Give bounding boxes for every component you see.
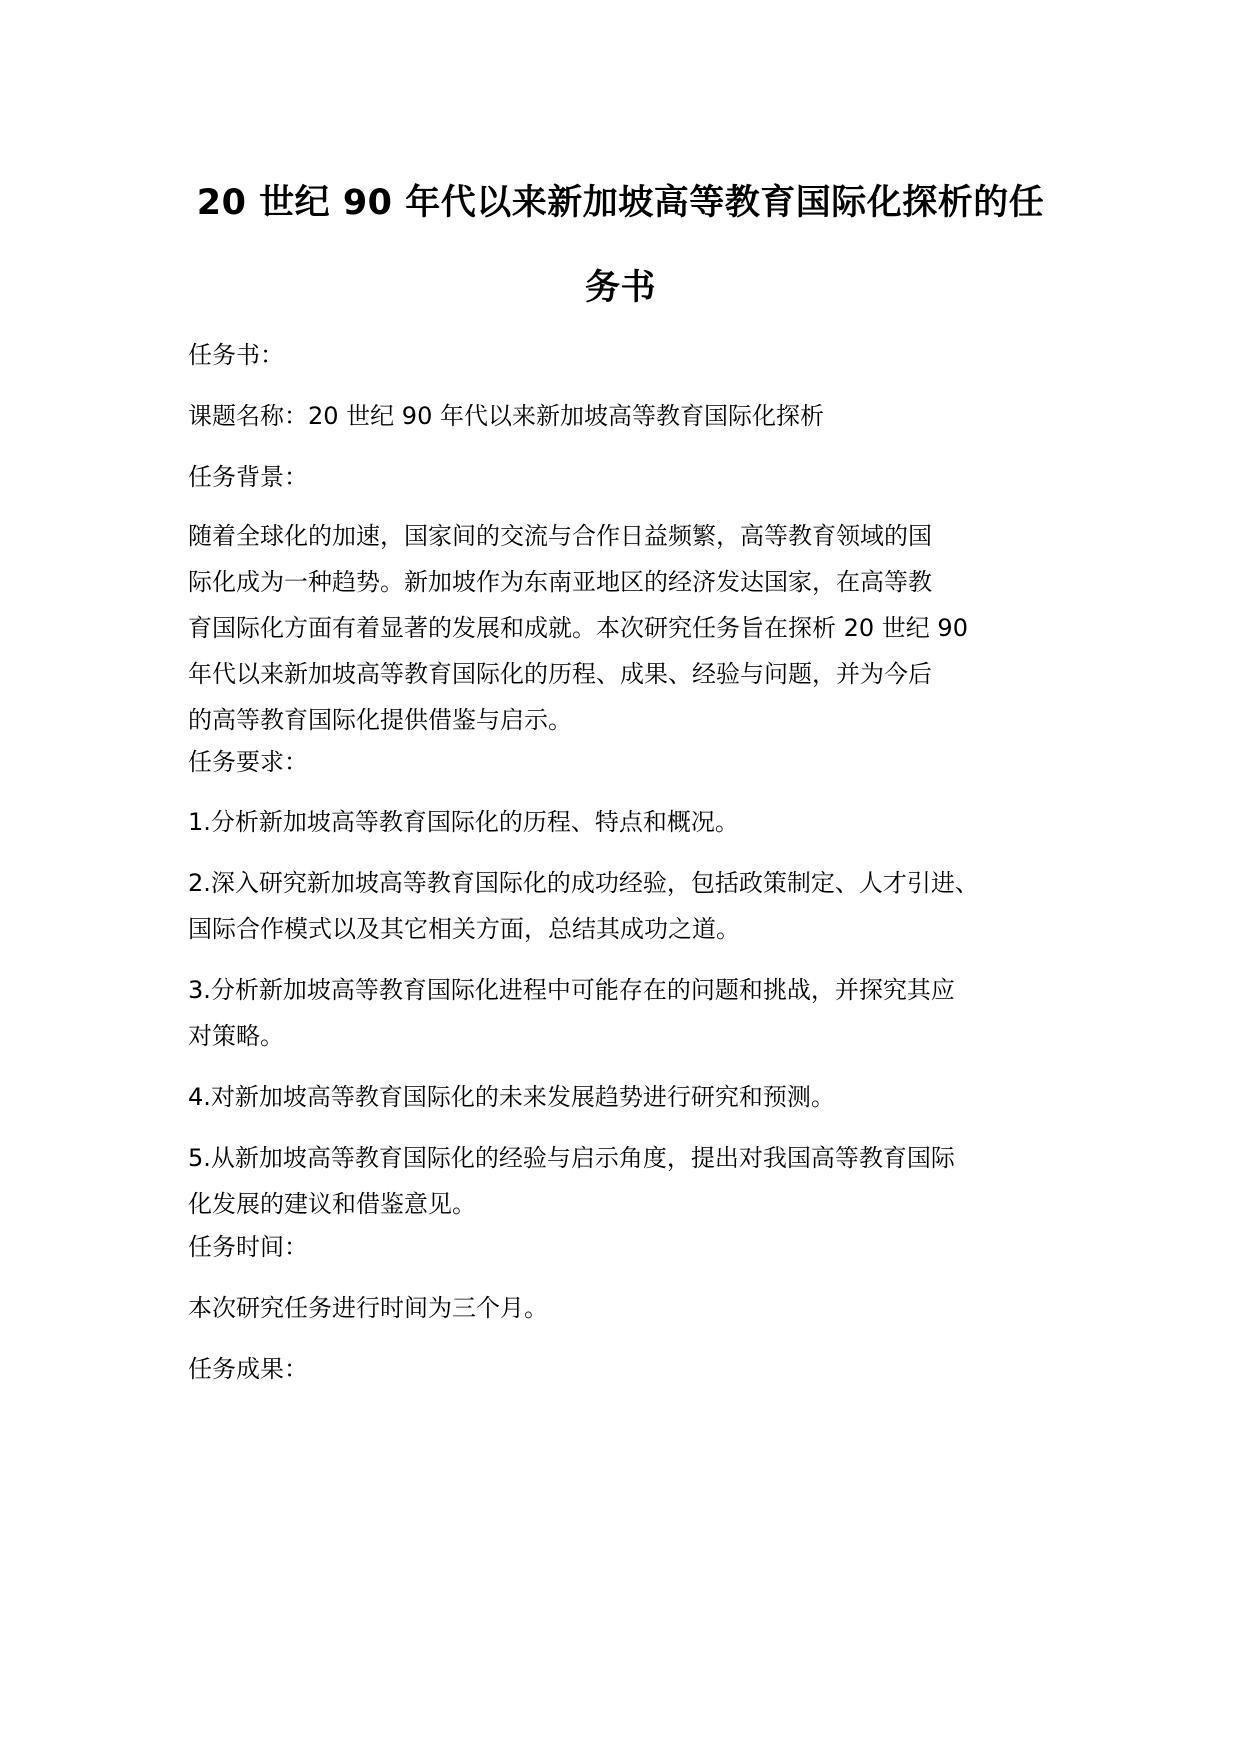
document-title-line-2: 务书 [584,268,656,308]
requirement-line: 4.对新加坡高等教育国际化的未来发展趋势进行研究和预测。 [188,1083,835,1111]
heading-task-book: 任务书： [188,341,284,369]
requirement-line: 2.深入研究新加坡高等教育国际化的成功经验，包括政策制定、人才引进、 [188,869,979,897]
requirement-line: 化发展的建议和借鉴意见。 [188,1190,476,1218]
background-line: 育国际化方面有着显著的发展和成就。本次研究任务旨在探析 20 世纪 90 [188,614,968,642]
requirement-2 [188,860,1068,952]
topic-line: 课题名称：20 世纪 90 年代以来新加坡高等教育国际化探析 [188,402,824,430]
requirement-5 [188,1135,1068,1227]
heading-results: 任务成果： [188,1355,308,1383]
background-line: 年代以来新加坡高等教育国际化的历程、成果、经验与问题，并为今后 [188,660,932,688]
requirement-line: 对策略。 [188,1022,284,1050]
heading-requirements: 任务要求： [188,748,308,776]
requirement-line: 1.分析新加坡高等教育国际化的历程、特点和概况。 [188,808,739,836]
background-line: 的高等教育国际化提供借鉴与启示。 [188,706,572,734]
requirement-4 [188,1074,1068,1120]
background-line: 际化成为一种趋势。新加坡作为东南亚地区的经济发达国家，在高等教 [188,568,932,596]
heading-time: 任务时间： [188,1233,308,1261]
requirement-line: 5.从新加坡高等教育国际化的经验与启示角度，提出对我国高等教育国际 [188,1144,955,1172]
requirement-1 [188,799,1068,845]
requirement-line: 3.分析新加坡高等教育国际化进程中可能存在的问题和挑战，并探究其应 [188,976,955,1004]
requirement-line: 国际合作模式以及其它相关方面，总结其成功之道。 [188,915,740,943]
requirement-3 [188,967,1068,1059]
time-text: 本次研究任务进行时间为三个月。 [188,1294,548,1322]
background-line: 随着全球化的加速，国家间的交流与合作日益频繁，高等教育领域的国 [188,522,932,550]
document-title-line-1: 20 世纪 90 年代以来新加坡高等教育国际化探析的任 [196,183,1045,223]
heading-background: 任务背景： [188,463,308,491]
background-paragraph [188,513,1068,743]
